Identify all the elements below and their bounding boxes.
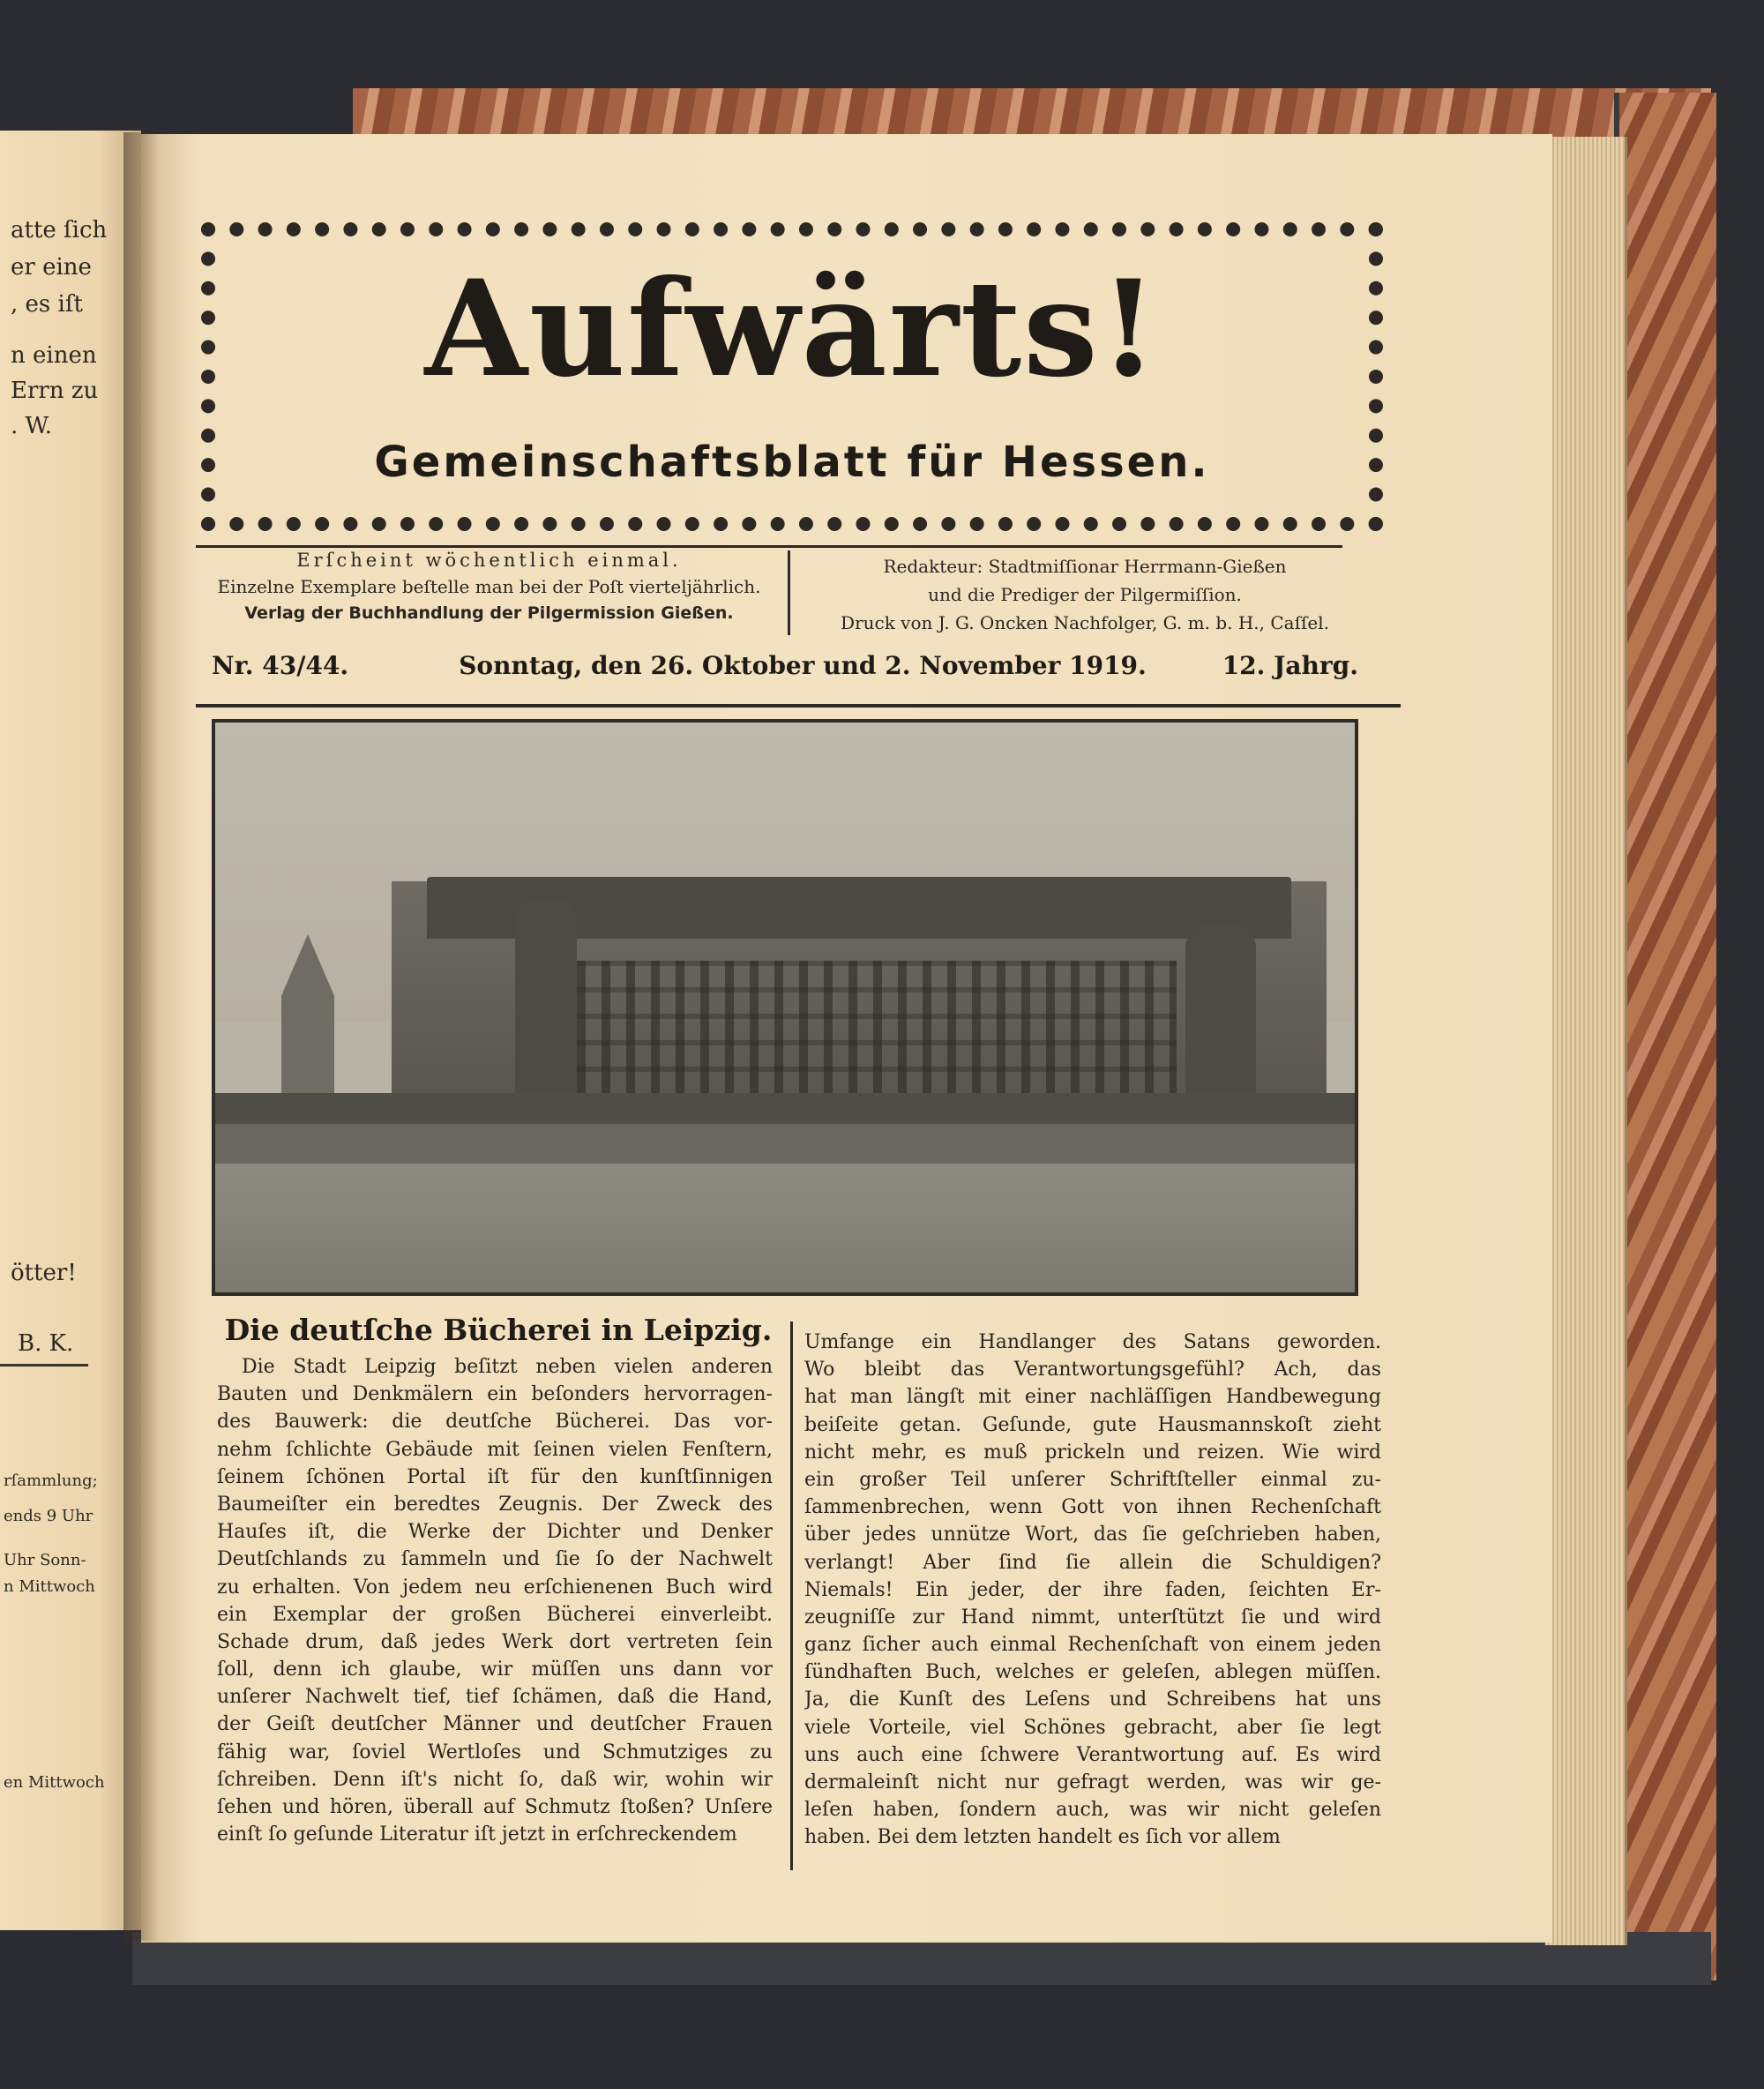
left-page-line: Uhr Sonn- xyxy=(4,1551,86,1569)
article-line: nehm ſchlichte Gebäude mit ſeinen vielen Fenſtern, xyxy=(217,1438,773,1461)
subscription-note: Einzelne Exemplare beſtelle man bei der Poſt vierteljährlich. xyxy=(217,576,761,597)
masthead-frame xyxy=(201,222,1383,531)
issue-number: Nr. 43/44. xyxy=(212,651,349,680)
article-line: nicht mehr, es muß prickeln und reizen. Wie wird xyxy=(804,1441,1381,1464)
article-title: Die deutſche Bücherei in Leipzig. xyxy=(224,1313,773,1347)
issue-line xyxy=(203,651,1367,695)
article-line: fähig war, ſoviel Wertloſes und Schmutziges zu xyxy=(217,1741,773,1763)
left-page-line: en Mittwoch xyxy=(4,1773,105,1792)
article-line: ganz ſicher auch einmal Rechenſchaft von einem jeden xyxy=(804,1634,1381,1657)
article-line: Baumeiſter ein beredtes Zeugnis. Der Zweck des xyxy=(217,1493,773,1516)
article-line: dermaleinſt nicht nur gefragt werden, was wir ge- xyxy=(804,1771,1381,1793)
left-page-line: rſammlung; xyxy=(4,1471,98,1490)
article-line: Ja, die Kunſt des Leſens und Schreibens hat uns xyxy=(804,1688,1381,1711)
left-page-line: ends 9 Uhr xyxy=(4,1507,93,1525)
book-cover-right xyxy=(1614,93,1716,1980)
article-line: ſchreiben. Denn iſt's nicht ſo, daß wir, wohin wir xyxy=(217,1768,773,1791)
article-line: leſen haben, ſondern auch, was wir nicht geleſen xyxy=(804,1799,1381,1822)
gutter-shadow xyxy=(123,132,159,1941)
article-line: Die Stadt Leipzig beſitzt neben vielen anderen xyxy=(242,1356,773,1378)
masthead-subtitle: Gemeinschaftsblatt für Hessen. xyxy=(374,438,1210,487)
article-line: uns auch eine ſchwere Verantwortung auf. Es wird xyxy=(804,1743,1381,1766)
article-line: Niemals! Ein jeder, der ihre faden, ſeichten Er- xyxy=(804,1578,1381,1601)
article-line: zu erhalten. Von jedem neu erſchienenen Buch wird xyxy=(217,1576,773,1599)
left-page-line: n einen xyxy=(11,342,97,369)
article-line: Deutſchlands zu ſammeln und ſie ſo der Nachwelt xyxy=(217,1548,773,1571)
left-page-line: atte ſich xyxy=(11,217,108,243)
publication-frequency: Erſcheint wöchentlich einmal. xyxy=(296,550,682,571)
article-line: über jedes unnütze Wort, das ſie geſchrieben haben, xyxy=(804,1524,1381,1546)
article-line: Umfange ein Handlanger des Satans geworden. xyxy=(804,1331,1381,1353)
article-line: einſt ſo geſunde Literatur iſt jetzt in erſchreckendem xyxy=(217,1823,737,1846)
article-line: Bauten und Denkmälern ein beſonders hervorragen- xyxy=(217,1383,773,1406)
article-line: ein Exemplar der großen Bücherei einverleibt. xyxy=(217,1603,773,1626)
article-line: Hauſes iſt, die Werke der Dichter und Denker xyxy=(217,1521,773,1544)
column-divider xyxy=(790,1322,793,1870)
library-building-photo xyxy=(212,719,1358,1296)
article-line: ein großer Teil unſerer Schriftſteller einmal zu- xyxy=(804,1468,1381,1491)
info-divider xyxy=(788,550,790,635)
article-line: verlangt! Aber ſind ſie allein die Schuldigen? xyxy=(804,1551,1381,1574)
printer: Druck von J. G. Oncken Nachfolger, G. m. b. H., Caſſel. xyxy=(841,612,1329,633)
editor: Redakteur: Stadtmiſſionar Herrmann-Gießen xyxy=(883,556,1287,577)
left-page-line: . W. xyxy=(11,413,52,439)
article-line: Schade drum, daß jedes Werk dort vertreten ſein xyxy=(217,1630,773,1653)
issue-date: Sonntag, den 26. Oktober und 2. November 1919. xyxy=(459,651,1147,680)
issue-rule xyxy=(196,704,1401,708)
page-edges xyxy=(1545,137,1627,1945)
left-page-line: B. K. xyxy=(18,1330,74,1357)
left-page-line: n Mittwoch xyxy=(4,1577,95,1596)
left-page-line: er eine xyxy=(11,254,92,281)
publisher: Verlag der Buchhandlung der Pilgermission Gießen. xyxy=(244,603,734,623)
article-line: unſerer Nachwelt tief, tief ſchämen, daß die Hand, xyxy=(217,1686,773,1709)
article-line: der Geiſt deutſcher Männer und deutſcher Frauen xyxy=(217,1713,773,1736)
article-line: ſoll, denn ich glaube, wir müſſen uns dann vor xyxy=(217,1658,773,1681)
article-line: haben. Bei dem letzten handelt es ſich vor allem xyxy=(804,1826,1281,1849)
publication-info xyxy=(196,547,782,626)
article-line: ſündhaften Buch, welches er geleſen, ablegen müſſen. xyxy=(804,1661,1381,1684)
article-column-right xyxy=(804,1329,1381,1852)
article-line: ſeinem ſchönen Portal iſt für den kunſtſinnigen xyxy=(217,1465,773,1488)
editor-continued: und die Prediger der Pilgermiſſion. xyxy=(928,584,1242,605)
left-page-line: , es iſt xyxy=(11,291,83,318)
article-column-left xyxy=(217,1353,773,1848)
article-line: ſehen und hören, überall auf Schmutz ſtoßen? Unſere xyxy=(217,1796,773,1818)
article-line: zeugniſſe zur Hand nimmt, unterſtützt ſie und wird xyxy=(804,1606,1381,1629)
article-line: ſammenbrechen, wenn Gott von ihnen Rechenſchaft xyxy=(804,1496,1381,1519)
article-line: hat man längſt mit einer nachläſſigen Handbewegung xyxy=(804,1386,1381,1409)
left-page-line: Errn zu xyxy=(11,378,99,404)
editorial-info xyxy=(794,552,1376,637)
article-line: Wo bleibt das Verantwortungsgefühl? Ach, das xyxy=(804,1359,1381,1381)
book-cover-top xyxy=(353,88,1711,139)
left-page xyxy=(0,131,141,1930)
article-line: des Bauwerk: die deutſche Bücherei. Das vor- xyxy=(217,1411,773,1434)
left-page-line: ötter! xyxy=(11,1260,77,1286)
masthead-title: Aufwärts! xyxy=(424,251,1160,407)
article-line: viele Vorteile, viel Schönes gebracht, aber ſie legt xyxy=(804,1716,1381,1739)
article-line: beiſeite getan. Geſunde, gute Hausmannskoſt zieht xyxy=(804,1413,1381,1436)
left-page-rule xyxy=(0,1364,88,1366)
issue-year: 12. Jahrg. xyxy=(1222,651,1358,680)
